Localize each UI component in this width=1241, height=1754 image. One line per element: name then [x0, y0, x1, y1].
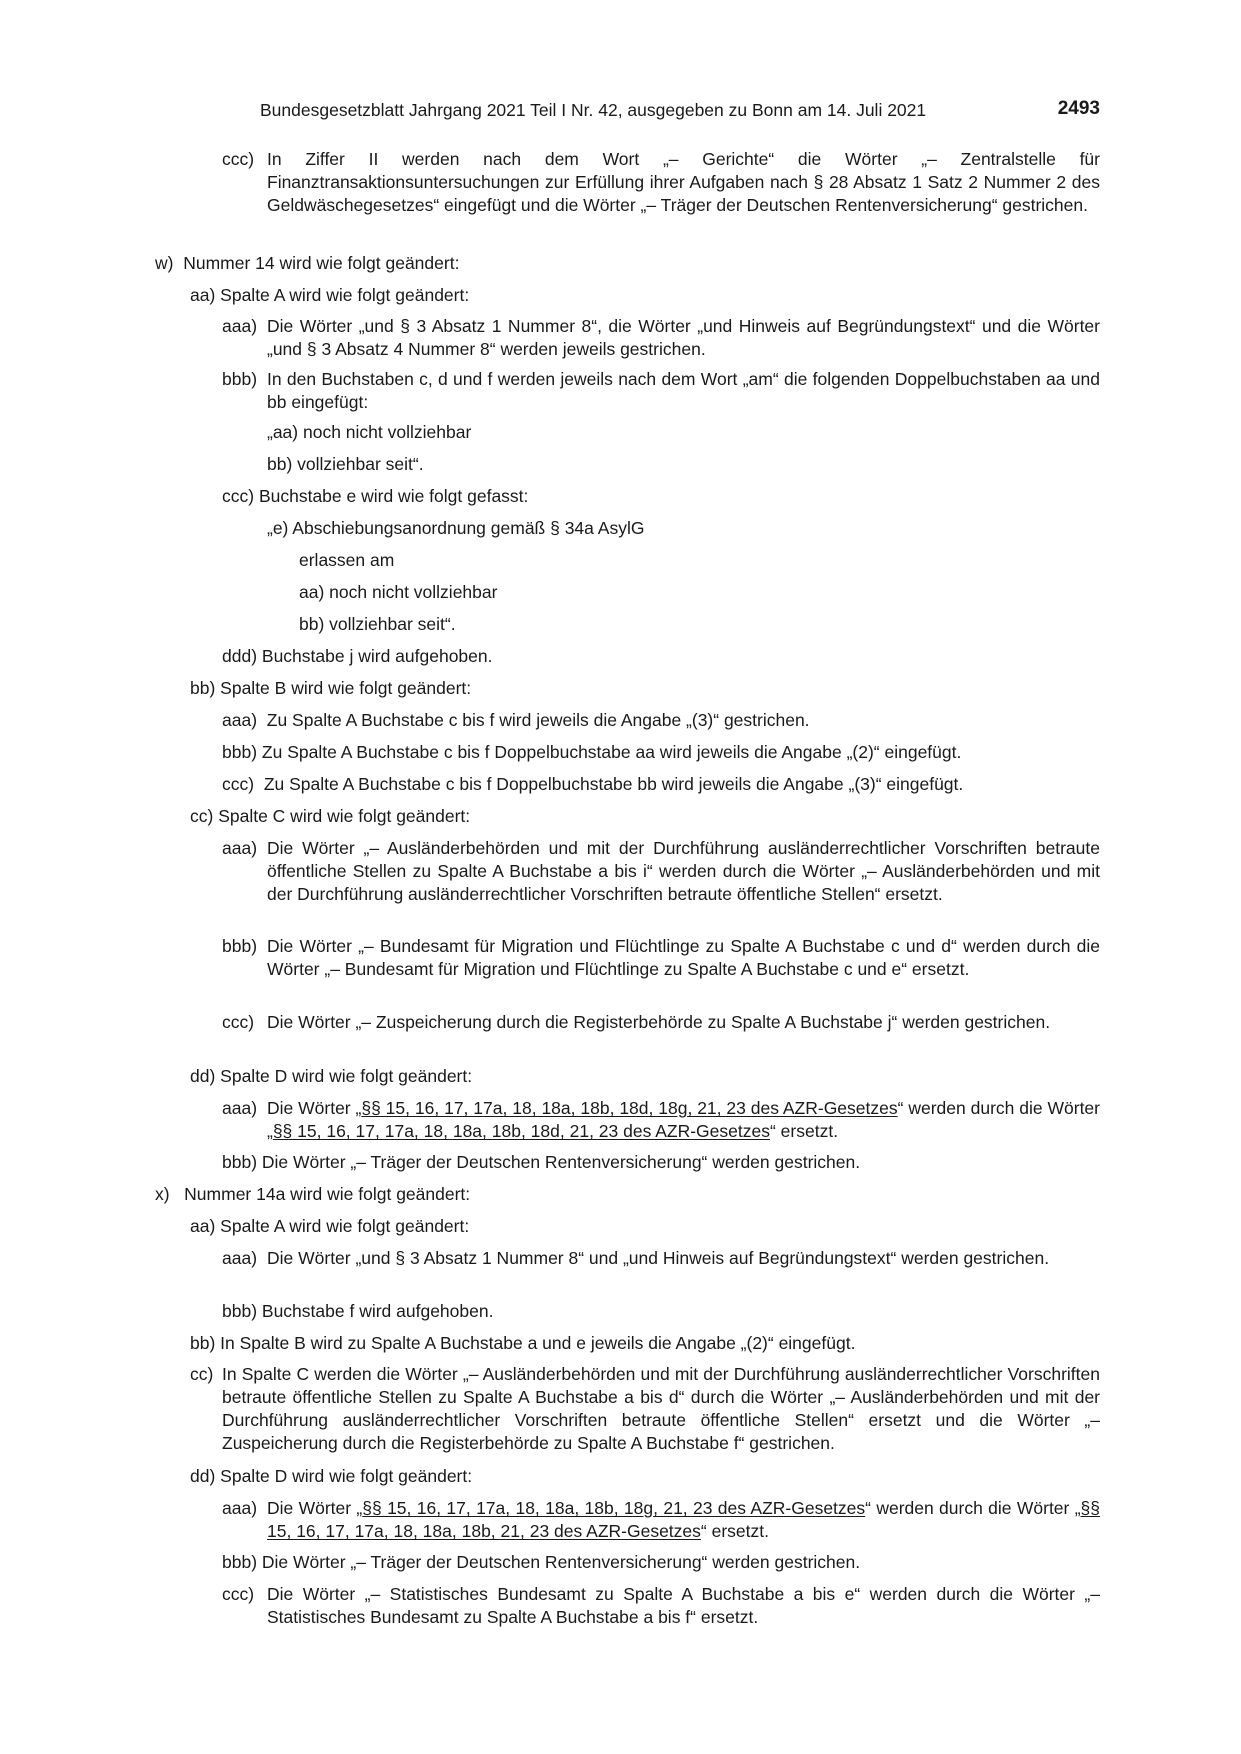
item-text: Spalte A wird wie folgt geändert:: [220, 1216, 470, 1236]
item-x-aa: [190, 1215, 469, 1238]
item-label: bbb): [222, 936, 258, 956]
item-x-dd-ccc: [222, 1583, 1100, 1629]
item-text: Buchstabe j wird aufgehoben.: [261, 646, 493, 666]
item-label: bbb): [222, 1301, 258, 1321]
item-text: Spalte D wird wie folgt geändert:: [220, 1466, 473, 1486]
item-w-cc-ccc: [222, 1011, 1100, 1034]
item-w-dd-bbb: [222, 1151, 860, 1174]
item-label: ccc): [222, 149, 255, 169]
item-label: ccc): [222, 1012, 255, 1032]
item-label: dd): [190, 1066, 216, 1086]
item-text: Die Wörter „– Statistisches Bundesamt zu Spalte A Buchstabe a bis e“ werden durch die Wörter „– Statistisches Bundesamt zu Spalte A Buchstabe a bis f“ ersetzt.: [267, 1584, 1100, 1627]
item-label: bb): [190, 1333, 216, 1353]
item-text: Die Wörter „§§ 15, 16, 17, 17a, 18, 18a, 18b, 18d, 18g, 21, 23 des AZR-Gesetzes“ werden durch die Wörter „§§ 15, 16, 17, 17a, 18, 18a, 18b, 18d, 21, 23 des AZR-Gesetzes“ ersetzt.: [267, 1098, 1100, 1141]
quote-line: „aa) noch nicht vollziehbar: [267, 422, 472, 442]
item-label: ccc): [222, 486, 255, 506]
item-label: bbb): [222, 1152, 258, 1172]
item-label: aaa): [222, 1498, 258, 1518]
item-w-aa-bbb: [222, 368, 1100, 414]
item-x: [155, 1183, 470, 1206]
item-w-cc-bbb: [222, 935, 1100, 981]
item-label: dd): [190, 1466, 216, 1486]
item-label: aa): [190, 1216, 216, 1236]
item-label: bbb): [222, 369, 258, 389]
underlined-citation: §§ 15, 16, 17, 17a, 18, 18a, 18b, 18g, 21, 23 des AZR-Gesetzes: [362, 1498, 866, 1518]
item-x-bb: [190, 1332, 855, 1355]
item-label: cc): [190, 1364, 214, 1384]
item-text: Nummer 14a wird wie folgt geändert:: [184, 1184, 471, 1204]
item-text: Spalte B wird wie folgt geändert:: [220, 678, 472, 698]
item-label: w): [155, 253, 174, 273]
item-x-cc: [190, 1363, 1100, 1455]
quote-line: erlassen am: [299, 550, 395, 570]
item-label: bbb): [222, 742, 258, 762]
item-text: In Ziffer II werden nach dem Wort „– Gerichte“ die Wörter „– Zentralstelle für Finanztransaktionsuntersuchungen zur Erfüllung ihrer Aufgaben nach § 28 Absatz 1 Satz 2 Nummer 2 des Geldwäschegesetzes“ eingefügt und die Wörter „– Träger der Deutschen Rentenversicherung“ gestrichen.: [267, 149, 1100, 215]
item-text: Die Wörter „– Träger der Deutschen Rentenversicherung“ werden gestrichen.: [261, 1152, 861, 1172]
item-x-dd: [190, 1465, 472, 1488]
item-w-bb-bbb: [222, 741, 961, 764]
item-label: aaa): [222, 1248, 258, 1268]
item-text: Die Wörter „– Bundesamt für Migration und Flüchtlinge zu Spalte A Buchstabe c und d“ werden durch die Wörter „– Bundesamt für Migration und Flüchtlinge zu Spalte A Buchstabe c und e“ ersetzt.: [267, 936, 1100, 979]
underlined-citation: §§ 15, 16, 17, 17a, 18, 18a, 18b, 21, 23 des AZR-Gesetzes: [267, 1498, 1101, 1541]
item-text: Zu Spalte A Buchstabe c bis f Doppelbuchstabe bb wird jeweils die Angabe „(3)“ eingefügt.: [263, 774, 964, 794]
amendment-ccc: [222, 148, 1100, 217]
item-label: ddd): [222, 646, 258, 666]
item-text: Nummer 14 wird wie folgt geändert:: [183, 253, 460, 273]
item-label: bb): [190, 678, 216, 698]
item-text: Buchstabe f wird aufgehoben.: [261, 1301, 494, 1321]
item-text: In Spalte B wird zu Spalte A Buchstabe a und e jeweils die Angabe „(2)“ eingefügt.: [220, 1333, 856, 1353]
item-text: In den Buchstaben c, d und f werden jeweils nach dem Wort „am“ die folgenden Doppelbuchstaben aa und bb eingefügt:: [267, 369, 1100, 412]
item-text: Zu Spalte A Buchstabe c bis f Doppelbuchstabe aa wird jeweils die Angabe „(2)“ eingefügt.: [261, 742, 962, 762]
item-w-aa-ddd: [222, 645, 492, 668]
quote-line: bb) vollziehbar seit“.: [267, 454, 424, 474]
item-w-cc-aaa: [222, 837, 1100, 906]
underlined-citation: §§ 15, 16, 17, 17a, 18, 18a, 18b, 18d, 21, 23 des AZR-Gesetzes: [272, 1121, 770, 1141]
item-text: Die Wörter „– Zuspeicherung durch die Registerbehörde zu Spalte A Buchstabe j“ werden gestrichen.: [267, 1012, 1051, 1032]
item-text: Die Wörter „– Träger der Deutschen Rentenversicherung“ werden gestrichen.: [261, 1552, 861, 1572]
item-text: Die Wörter „§§ 15, 16, 17, 17a, 18, 18a, 18b, 18g, 21, 23 des AZR-Gesetzes“ werden durch die Wörter „§§ 15, 16, 17, 17a, 18, 18a, 18b, 21, 23 des AZR-Gesetzes“ ersetzt.: [267, 1498, 1101, 1541]
item-label: ccc): [222, 1584, 255, 1604]
item-x-aa-bbb: [222, 1300, 493, 1323]
item-w-bb-aaa: [222, 709, 810, 732]
publication-line: Bundesgesetzblatt Jahrgang 2021 Teil I Nr. 42, ausgegeben zu Bonn am 14. Juli 2021: [260, 100, 927, 120]
item-w-aa: [190, 284, 469, 307]
quote-line: aa) noch nicht vollziehbar: [299, 582, 498, 602]
item-label: aaa): [222, 1098, 258, 1118]
item-label: aaa): [222, 710, 258, 730]
item-x-aa-aaa: [222, 1247, 1100, 1270]
item-label: cc): [190, 806, 214, 826]
item-label: aaa): [222, 316, 258, 336]
item-text: Die Wörter „– Ausländerbehörden und mit der Durchführung ausländerrechtlicher Vorschriften betraute öffentliche Stellen zu Spalte A Buchstabe a bis i“ werden durch die Wörter „– Ausländerbehörden und mit der Durchführung ausländerrechtlicher Vorschriften betraute öffentliche Stellen“ ersetzt.: [267, 838, 1100, 904]
item-text: In Spalte C werden die Wörter „– Ausländerbehörden und mit der Durchführung ausländerrechtlicher Vorschriften betraute öffentliche Stellen zu Spalte A Buchstabe a bis d“ durch die Wörter „– Ausländerbehörden und mit der Durchführung ausländerrechtlicher Vorschriften betraute öffentliche Stellen“ ersetzt und die Wörter „– Zuspeicherung durch die Registerbehörde zu Spalte A Buchstabe f“ gestrichen.: [222, 1364, 1100, 1453]
item-w-cc: [190, 805, 470, 828]
item-x-dd-bbb: [222, 1551, 860, 1574]
item-x-dd-aaa: [222, 1497, 1100, 1543]
item-text: Buchstabe e wird wie folgt gefasst:: [258, 486, 529, 506]
item-label: aa): [190, 285, 216, 305]
item-text: Spalte C wird wie folgt geändert:: [218, 806, 471, 826]
page-number: 2493: [1057, 98, 1100, 119]
item-w-bb: [190, 677, 471, 700]
item-label: aaa): [222, 838, 258, 858]
item-w-aa-ccc: [222, 485, 528, 508]
item-label: bbb): [222, 1552, 258, 1572]
item-label: x): [155, 1184, 170, 1204]
item-text: Die Wörter „und § 3 Absatz 1 Nummer 8“, die Wörter „und Hinweis auf Begründungstext“ und die Wörter „und § 3 Absatz 4 Nummer 8“ werden jeweils gestrichen.: [267, 316, 1100, 359]
quote-line: bb) vollziehbar seit“.: [299, 614, 456, 634]
item-text: Die Wörter „und § 3 Absatz 1 Nummer 8“ und „und Hinweis auf Begründungstext“ werden gestrichen.: [267, 1248, 1050, 1268]
item-w-aa-aaa: [222, 315, 1100, 361]
item-text: Spalte A wird wie folgt geändert:: [220, 285, 470, 305]
item-w-dd: [190, 1065, 472, 1088]
page-header: [260, 100, 1100, 124]
item-label: ccc): [222, 774, 255, 794]
item-w-dd-aaa: [222, 1097, 1100, 1143]
item-text: Spalte D wird wie folgt geändert:: [220, 1066, 473, 1086]
item-text: Zu Spalte A Buchstabe c bis f wird jeweils die Angabe „(3)“ gestrichen.: [266, 710, 810, 730]
item-w-bb-ccc: [222, 773, 963, 796]
item-w: [155, 252, 459, 275]
quote-line: „e) Abschiebungsanordnung gemäß § 34a AsylG: [267, 518, 645, 538]
underlined-citation: §§ 15, 16, 17, 17a, 18, 18a, 18b, 18d, 18g, 21, 23 des AZR-Gesetzes: [361, 1098, 898, 1118]
